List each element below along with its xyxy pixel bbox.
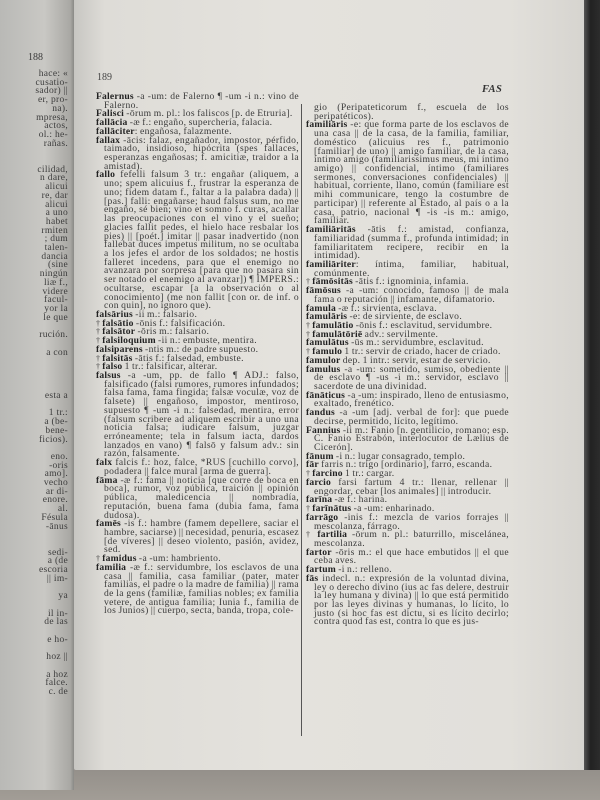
- left-page-line: rañas.: [43, 138, 68, 149]
- headword: famulus: [306, 363, 341, 375]
- left-page-line: le que: [43, 312, 68, 323]
- definition: -i n.: lugar consagrado, templo.: [333, 450, 466, 462]
- dagger-mark: †: [306, 530, 318, 540]
- left-page-line: videre: [42, 286, 68, 297]
- left-page-line: de las: [44, 617, 68, 628]
- dagger-mark: †: [306, 277, 313, 287]
- left-page-line: n dare,: [40, 173, 68, 184]
- dictionary-entry: [96, 171, 299, 311]
- headword: falsitās: [102, 352, 133, 364]
- definition: -e: que forma parte de los esclavos de una casa || de la casa, de la familia, familiar, doméstico (alicuius res f., patrimonio [familiar] de uno) || amigo familiar, de la casa, íntimo amigo (familiarissimus meus, mi íntimo amigo) || confidencial, íntimo (familiares sermones, conversaciones confidenciales) || habitual, corriente, llano, común (familiare est mihi communicare, tengo la costumbre de participar) || referente al Estado, al país o a la casa, patrio, nacional ¶ -is -is m.: amigo, familiar.: [314, 119, 509, 227]
- definition: 1 tr.: servir de criado, hacer de criado.: [342, 346, 501, 358]
- headword: famula: [306, 302, 336, 314]
- definition: -ātis f.: ignominia, infamia.: [352, 276, 469, 288]
- headword: falsārius: [96, 308, 133, 320]
- left-page-line: ar di-: [45, 486, 68, 497]
- definition: -ātis f.: amistad, confianza, familiaridad (summa f., profunda intimidad; in familiaritatem recipere, recibir en la intimidad).: [314, 224, 509, 262]
- headword: fallācia: [96, 117, 128, 129]
- dictionary-entry: [306, 572, 509, 628]
- left-page-line: ; dum: [44, 234, 68, 245]
- headword: familiāris: [306, 119, 348, 131]
- dictionary-entry: [306, 424, 509, 454]
- left-page-line: [0, 375, 68, 384]
- left-page-line: mpresa,: [36, 112, 68, 123]
- left-column: [96, 93, 299, 616]
- definition: -a -um: sometido, sumiso, obediente || de esclavo ¶ -us -i m.: servidor, esclavo || sacerdote de una divinidad.: [314, 363, 509, 392]
- headword: famulor: [306, 354, 341, 366]
- headword: fallāciter: [96, 125, 135, 137]
- headword: famulātus: [306, 337, 349, 349]
- page-number: 189: [97, 72, 112, 83]
- headword: fartilia: [317, 529, 348, 541]
- definition: -æ f.: sirvienta, esclava.: [335, 302, 437, 314]
- definition: : engañosa, falazmente.: [134, 125, 232, 137]
- left-page: [0, 0, 74, 790]
- left-page-line: cilidad,: [37, 164, 68, 175]
- definition: -ōnis f.: falsificación.: [133, 317, 226, 329]
- definition: -a -um: hambriento.: [136, 553, 222, 565]
- left-page-line: [0, 531, 68, 540]
- dagger-mark: †: [306, 329, 313, 339]
- headword: falsus: [96, 370, 121, 381]
- dagger-mark: †: [306, 504, 313, 514]
- left-page-line: sedi-: [48, 547, 68, 558]
- headword: fāma: [96, 474, 118, 486]
- dictionary-entry: [96, 134, 299, 172]
- headword: familia: [96, 561, 127, 573]
- column-divider: [301, 104, 302, 736]
- definition: -ōrum n. pl.: baturrillo, miscelánea, mescolanza.: [314, 529, 509, 549]
- definition: -ōnis f.: esclavitud, servidumbre.: [353, 319, 493, 331]
- definition: -ii m.: Fanio [n. gentilicio, romano; esp. C. Fanio Estrabón, interlocutor de Lælius de Cicerón].: [314, 424, 509, 454]
- definition: -a -um: conocido, famoso || de mala fama o reputación || infamante, difamatorio.: [314, 285, 509, 305]
- left-page-line: cusatio-: [35, 77, 68, 88]
- left-page-line: alicui: [45, 182, 68, 193]
- left-page-line: sador) ||: [35, 86, 68, 97]
- definition: -æ f.: servidumbre, los esclavos de una casa || familia, casa familiar (pater, mater familias, el padre o la madre de familia) || rama de la gens (familiæ, familias nobles; ex familia vetere, de antigua familia; Iunia f., familia de los Junios) || cuerpo, secta, banda, tropa, cole-: [104, 561, 299, 617]
- headword: Fannius: [306, 424, 341, 436]
- dagger-mark: †: [96, 327, 103, 337]
- headword: farcio: [306, 476, 331, 488]
- headword: fāmōsitās: [312, 276, 353, 288]
- dagger-mark: †: [306, 320, 313, 330]
- left-page-text-fragments: [0, 70, 68, 697]
- left-page-line: a (be-: [44, 417, 68, 428]
- headword: famulātio: [312, 319, 354, 331]
- definition: falcis f.: hoz, falce, *RUS [cuchillo corvo], podadera || falce mural [arma de guerra].: [104, 457, 299, 477]
- definition: -i n.: relleno.: [335, 564, 393, 576]
- dictionary-entry: [96, 372, 299, 459]
- left-page-line: 1 tr.:: [48, 408, 68, 419]
- left-page-line: hoz ||: [46, 652, 68, 663]
- left-page-line: rmiten: [41, 225, 68, 236]
- left-page-line: a con: [46, 347, 68, 358]
- definition: -ācis: falaz, engañador, impostor, pérfido, taimado, insidioso, hipócrita (spes fallaces, esperanzas engañosas; f. amicitiæ, traidor a la amistad).: [104, 134, 299, 172]
- left-page-line: (sine: [48, 260, 68, 271]
- left-page-line: || im-: [46, 573, 68, 584]
- left-page-line: ya: [58, 591, 68, 602]
- left-page-number: 188: [28, 52, 43, 63]
- headword: farīna: [306, 494, 333, 506]
- headword: familiāriter: [306, 258, 356, 270]
- left-page-line: dancia: [41, 251, 68, 262]
- headword: farcino: [312, 468, 343, 480]
- left-page-line: hace: «: [38, 69, 68, 79]
- dagger-mark: †: [96, 336, 103, 346]
- definition: -a -um: inspirado, lleno de entusiasmo, exaltado, frenético.: [314, 389, 509, 410]
- definition: -e: de sirviente, de esclavo.: [347, 311, 463, 323]
- definition: -inis f.: mezcla de varios forrajes || mescolanza, fárrago.: [314, 511, 509, 532]
- left-page-line: re, dar: [41, 190, 68, 201]
- definition: farris n.: trigo [ordinario], farro, escanda.: [318, 459, 493, 471]
- left-page-line: [0, 366, 68, 375]
- headword: fār: [306, 459, 319, 471]
- definition: -ntis m.: de padre supuesto.: [142, 343, 259, 355]
- headword: familiāritās: [306, 224, 356, 236]
- definition: -a -um [adj. verbal de for]: que puede decirse, permitido, lícito, legítimo.: [314, 407, 509, 427]
- headword: fartum: [306, 564, 336, 576]
- left-page-line: bene-: [45, 425, 68, 436]
- dictionary-entry: [96, 561, 299, 617]
- left-page-line: e ho-: [47, 634, 68, 645]
- definition: 1 tr.: falsificar, alterar.: [122, 361, 218, 373]
- headword: famulātōriē: [312, 328, 363, 340]
- book-edge: [584, 0, 600, 770]
- definition: -ii m.: falsario.: [132, 308, 198, 320]
- dictionary-entry: [96, 474, 299, 521]
- definition: dep. 1 intr.: servir, estar de servicio.: [340, 354, 491, 366]
- headword: fartor: [306, 546, 332, 558]
- left-page-line: ficios).: [38, 434, 68, 445]
- left-page-line: alicui: [45, 199, 68, 210]
- left-page-line: a (de: [47, 556, 68, 567]
- left-page-line: esta a: [44, 391, 68, 402]
- definition: -æ f.: fama || noticia [que corre de boca en boca], rumor, voz pública, traición || opinión pública, maledicencia || nombradía, reputación, buena fama (dubia fama, fama dudosa).: [104, 474, 299, 521]
- dagger-mark: †: [96, 554, 103, 564]
- definition: indecl. n.: expresión de la voluntad divina, ley o derecho divino (ius ac fas delere, destruir la ley humana y divina) || lo que está permitido por las leyes divinas y humanas, lo lícito, lo justo (si hoc fas est dictu, si es lícito decirlo; contra quod fas est, contra lo que es jus-: [314, 572, 509, 628]
- headword: farīnātus: [312, 503, 352, 515]
- headword: famidus: [102, 553, 137, 565]
- definition: -a -um: de Falerno ¶ -um -i n.: vino de Falerno.: [104, 91, 299, 111]
- left-page-line: escoria: [39, 565, 68, 576]
- definition: -ōrum m. pl.: los faliscos [p. de Etruria].: [124, 108, 293, 120]
- left-page-line: c. de: [48, 686, 68, 697]
- left-page-line: amo].: [44, 469, 68, 480]
- headword: falsiloquium: [102, 335, 156, 347]
- left-page-line: a uno: [45, 208, 68, 219]
- left-page-line: [0, 357, 68, 366]
- left-page-line: yor la: [44, 303, 68, 314]
- headword: Falernus: [96, 91, 134, 102]
- running-head: FAS: [482, 84, 503, 95]
- definition: : íntima, familiar, habitual, comúnmente.: [314, 258, 509, 279]
- left-page-line: enore.: [42, 495, 68, 506]
- headword: fallax: [96, 134, 121, 146]
- left-page-line: vecho: [43, 478, 68, 489]
- definition: -a -um: enharinado.: [351, 503, 435, 515]
- definition: -is f.: hambre (famem depellere, saciar el hambre, saciarse) || necesidad, penuria, escasez [de víveres] || deseo violento, pasión, avidez, sed.: [104, 518, 299, 556]
- left-page-line: al.: [57, 504, 68, 515]
- dictionary-entry: [306, 363, 509, 392]
- definition: gio (Peripateticorum f., escuela de los peripatéticos).: [314, 102, 509, 122]
- headword: famulāris: [306, 311, 348, 323]
- headword: fās: [306, 572, 319, 584]
- dictionary-entry: [96, 520, 299, 555]
- definition: fefelli falsum 3 tr.: engañar (aliquem, a uno; spem alicuius f., frustrar la esperanza de uno; fidem datam f., faltar a la palabra dada) || [pas.] falli: engañarse; haud falsus sum, no me engaño, sé bien; vino et somno f. curas, acallar las preocupaciones con el vino y el sueño; glacies fallit pedes, el hielo hace resbalar los pies) || [poét.] imitar || pasar inadvertido (non fallebat duces impetus militum, no se ocultaba a los jefes el ardor de los soldados; ne hostis falleret incedens, para que el enemigo no avanzara por sorpresa [para que no pasara sin ser notado el enemigo al avanzar]) ¶ IMPERS.: ocultarse, escapar [a la observación o al conocimiento] (me non fallit [con or. de inf. o con quin], no ignoro que).: [104, 169, 299, 312]
- left-page-line: ningún: [39, 269, 68, 280]
- left-page-line: na).: [52, 103, 68, 114]
- left-page-line: -oris: [49, 460, 68, 471]
- headword: fānāticus: [306, 389, 346, 401]
- left-page-line: -ānus: [45, 521, 68, 532]
- headword: famulo: [312, 346, 343, 358]
- left-page-line: falce.: [45, 678, 68, 689]
- left-page-line: il in-: [47, 608, 68, 619]
- definition: -ūs m.: servidumbre, esclavitud.: [348, 337, 484, 349]
- dictionary-entry: [306, 121, 509, 226]
- left-page-line: actos,: [44, 121, 68, 132]
- left-page-line: Fésula: [41, 512, 68, 523]
- left-page-line: talen-: [44, 243, 68, 254]
- headword: Falisci: [96, 108, 125, 120]
- headword: falsātor: [102, 326, 136, 338]
- right-column: [306, 104, 509, 627]
- headword: famēs: [96, 518, 121, 530]
- headword: falx: [96, 457, 113, 469]
- definition: -æ f.: harina.: [332, 494, 388, 506]
- headword: fallo: [96, 169, 116, 181]
- left-page-line: liæ f.,: [43, 277, 68, 288]
- left-page-line: ol.: he-: [38, 129, 68, 140]
- definition: -ōris m.: falsario.: [135, 326, 210, 338]
- dictionary-entry: [306, 226, 509, 261]
- definition: -ātis f.: falsedad, embuste.: [132, 352, 244, 364]
- dagger-mark: †: [306, 469, 313, 479]
- definition: -ii n.: embuste, mentira.: [155, 335, 257, 347]
- headword: falso: [102, 361, 123, 373]
- dagger-mark: †: [96, 353, 103, 363]
- definition: -æ f.: engaño, superchería, falacia.: [127, 117, 273, 129]
- headword: fānum: [306, 450, 334, 462]
- left-page-line: habet: [45, 216, 68, 227]
- dagger-mark: †: [96, 318, 103, 328]
- left-page-line: a hoz: [46, 669, 68, 680]
- left-page-line: [0, 148, 68, 157]
- definition: -a -um, pp. de fallo ¶ ADJ.: falso, falsificado (falsi rumores, rumores infundados; falsa fama, fama fingida; falsæ voculæ, voz de falsete) || engañoso, impostor, mentiroso, supuesto ¶ -um -i n.: falsedad, mentira, error (falsum scribere ad aliquem escribir a uno una noticia falsa; iudicare falsum, juzgar erróneamente; tela in falsum iacta, dardos lanzados en vano) ¶ falsō y falsum adv.: sin razón, falsamente.: [104, 370, 299, 460]
- definition: adv.: servilmente.: [362, 328, 439, 340]
- definition: farsi fartum 4 tr.: llenar, rellenar || engordar, cebar [los animales] || introducir.: [314, 476, 509, 497]
- left-page-line: er, pro-: [38, 95, 68, 106]
- headword: farrāgo: [306, 511, 339, 523]
- dagger-mark: †: [306, 347, 313, 357]
- headword: falsātio: [102, 317, 134, 329]
- left-page-line: facul-: [44, 295, 68, 306]
- definition: -ōris m.: el que hace embutidos || el que ceba aves.: [314, 546, 509, 567]
- headword: falsiparens: [96, 343, 143, 355]
- left-page-line: eno.: [50, 451, 68, 462]
- headword: fāmōsus: [306, 285, 341, 297]
- definition: 1 tr.: cargar.: [342, 468, 395, 480]
- headword: fandus: [306, 407, 335, 419]
- dagger-mark: †: [96, 362, 103, 372]
- left-page-line: rución.: [39, 330, 68, 341]
